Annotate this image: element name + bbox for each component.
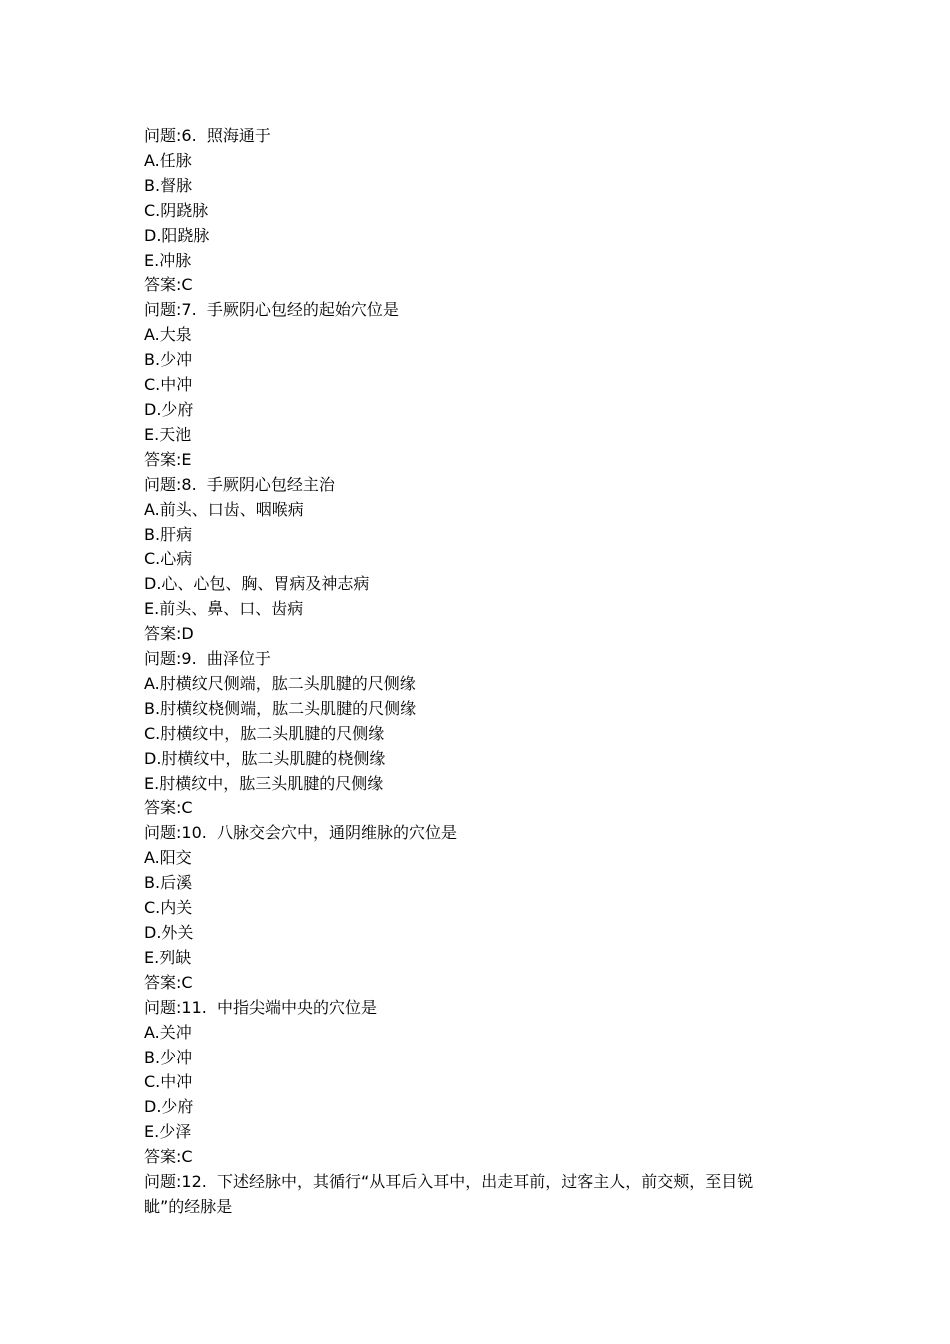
question-text: 问题:11. 中指尖端中央的穴位是 (144, 997, 378, 1017)
answer-option: E.冲脉 (144, 250, 192, 270)
question-text: 问题:7. 手厥阴心包经的起始穴位是 (144, 300, 399, 320)
answer-option: C.肘横纹中，肱二头肌腱的尺侧缘 (144, 723, 385, 743)
answer-option: A.大泉 (144, 325, 192, 345)
question-block (144, 473, 814, 647)
question-block (144, 124, 814, 298)
answer-option: C.心病 (144, 549, 193, 569)
answer-option: D.外关 (144, 923, 194, 942)
answer-option: C.阴跷脉 (144, 200, 209, 220)
question-block (144, 298, 814, 472)
answer-option: C.中冲 (144, 1072, 193, 1092)
answer-option: A.任脉 (144, 150, 192, 170)
answer-option: A.前头、口齿、咽喉病 (144, 499, 304, 519)
answer-key: 答案:C (144, 275, 193, 295)
question-12-line-1: 问题:12. 下述经脉中，其循行“从耳后入耳中，出走耳前，过客主人，前交颊，至目锐 (144, 1172, 754, 1192)
answer-option: D.少府 (144, 399, 194, 419)
answer-option: B.督脉 (144, 175, 193, 195)
answer-key: 答案:D (144, 624, 194, 644)
question-text: 问题:10. 八脉交会穴中，通阴维脉的穴位是 (144, 823, 458, 843)
answer-option: A.阳交 (144, 848, 192, 868)
question-12-line-2: 眦”的经脉是 (144, 1196, 233, 1216)
answer-option: D.少府 (144, 1097, 194, 1117)
answer-option: B.少冲 (144, 1047, 193, 1067)
answer-key: 答案:E (144, 449, 192, 469)
question-text: 问题:6. 照海通于 (144, 126, 271, 145)
answer-option: D.心、心包、胸、胃病及神志病 (144, 574, 370, 594)
answer-option: B.后溪 (144, 873, 193, 893)
answer-option: E.肘横纹中，肱三头肌腱的尺侧缘 (144, 773, 384, 793)
answer-key: 答案:C (144, 1147, 193, 1167)
answer-option: E.少泽 (144, 1122, 192, 1142)
answer-option: E.前头、鼻、口、齿病 (144, 599, 304, 619)
question-list (144, 124, 814, 1170)
answer-option: C.内关 (144, 898, 193, 918)
answer-key: 答案:C (144, 972, 193, 992)
answer-option: D.阳跷脉 (144, 225, 210, 245)
answer-key: 答案:C (144, 798, 193, 818)
answer-option: B.少冲 (144, 350, 193, 370)
answer-option: A.关冲 (144, 1022, 192, 1042)
question-block (144, 996, 814, 1170)
question-block (144, 647, 814, 821)
answer-option: A.肘横纹尺侧端，肱二头肌腱的尺侧缘 (144, 673, 416, 693)
question-block (144, 821, 814, 995)
answer-option: E.天池 (144, 424, 192, 444)
answer-option: C.中冲 (144, 375, 193, 395)
answer-option: D.肘横纹中，肱二头肌腱的桡侧缘 (144, 748, 386, 768)
document-page (144, 124, 814, 1220)
answer-option: E.列缺 (144, 947, 192, 967)
answer-option: B.肘横纹桡侧端，肱二头肌腱的尺侧缘 (144, 698, 417, 718)
question-text: 问题:9. 曲泽位于 (144, 649, 271, 669)
question-text: 问题:8. 手厥阴心包经主治 (144, 474, 335, 494)
answer-option: B.肝病 (144, 524, 193, 544)
